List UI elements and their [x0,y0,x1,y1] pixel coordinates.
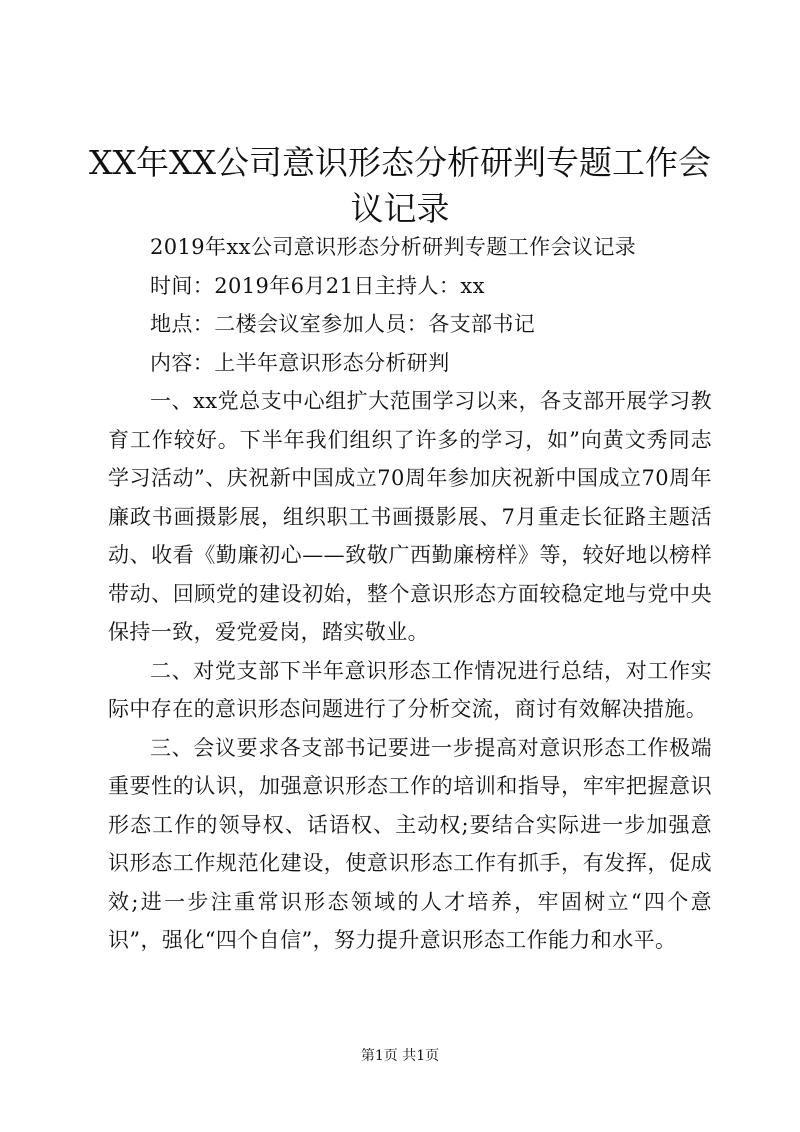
paragraph-item-1: 一、xx党总支中心组扩大范围学习以来，各支部开展学习教育工作较好。下半年我们组织了许多的学习，如”向黄文秀同志学习活动”、庆祝新中国成立70周年参加庆祝新中国成立70周年廉政书画摄影展，组织职工书画摄影展、7月重走长征路主题活动、收看《勤廉初心——致敬广西勤廉榜样》等，较好地以榜样带动、回顾党的建设初始，整个意识形态方面较稳定地与党中央保持一致，爱党爱岗，踏实敬业。 [108,389,712,644]
paragraph-content: 内容：上半年意识形态分析研判 [150,350,450,375]
paragraph-time-host: 时间：2019年6月21日主持人：xx [150,273,485,298]
document-title: XX年XX公司意识形态分析研判专题工作会议记录 [89,143,711,228]
document-body [108,228,712,960]
paragraph-subtitle: 2019年xx公司意识形态分析研判专题工作会议记录 [150,235,637,259]
paragraph-item-3: 三、会议要求各支部书记要进一步提高对意识形态工作极端重要性的认识，加强意识形态工作的培训和指导，牢牢把握意识形态工作的领导权、话语权、主动权;要结合实际进一步加强意识形态工作规范化建设，使意识形态工作有抓手，有发挥，促成效;进一步注重常识形态领域的人才培养，牢固树立“四个意识”，强化“四个自信”，努力提升意识形态工作能力和水平。 [108,735,712,952]
paragraph-location-attendees: 地点：二楼会议室参加人员：各支部书记 [150,312,536,336]
paragraph-item-2: 二、对党支部下半年意识形态工作情况进行总结，对工作实际中存在的意识形态问题进行了分析交流，商讨有效解决措施。 [108,658,712,721]
page-footer: 第1页 共1页 [360,1048,440,1064]
